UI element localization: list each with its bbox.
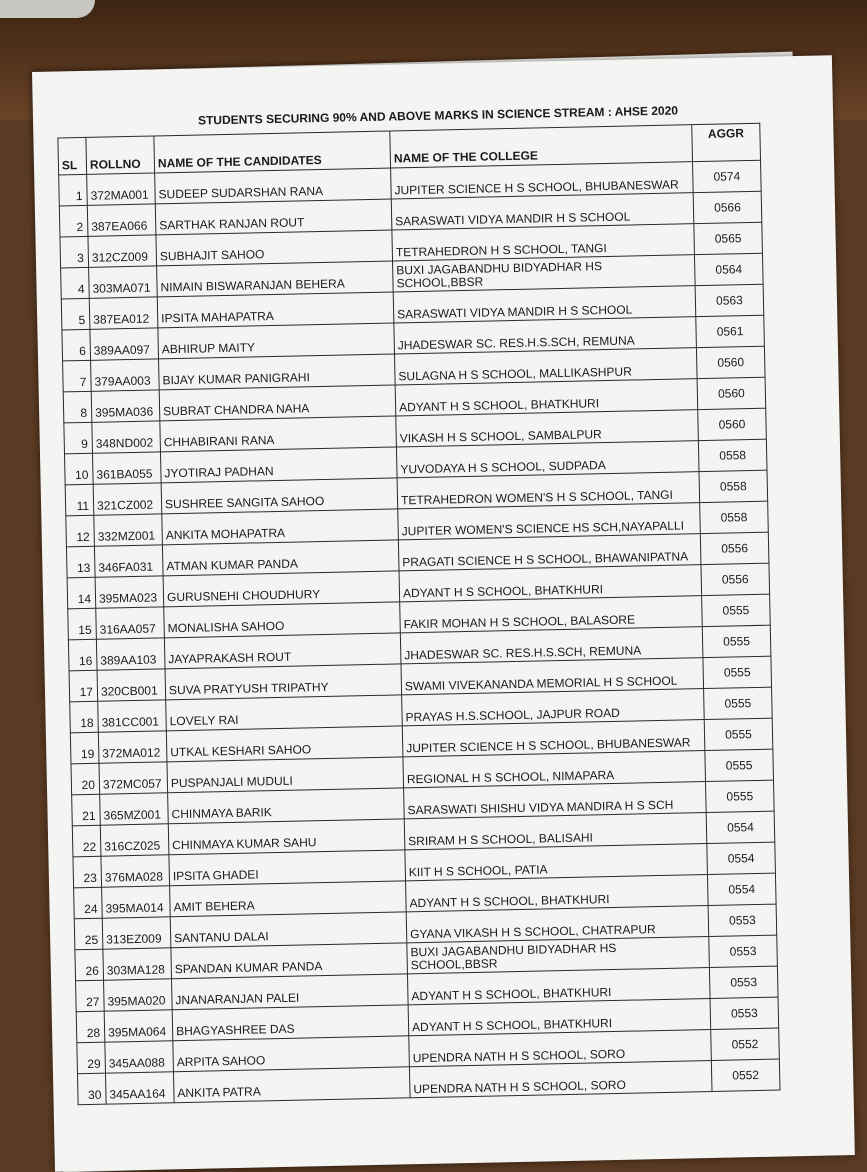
row-candidate-name: SANTANU DALAI bbox=[170, 912, 407, 948]
row-sl: 25 bbox=[74, 918, 103, 950]
row-college-name: GYANA VIKASH H S SCHOOL, CHATRAPUR bbox=[406, 906, 709, 943]
row-rollno: 395MA023 bbox=[95, 576, 164, 608]
row-aggregate: 0555 bbox=[704, 687, 773, 719]
row-aggregate: 0560 bbox=[696, 346, 765, 378]
row-aggregate: 0552 bbox=[711, 1028, 780, 1060]
row-college-name: TETRAHEDRON H S SCHOOL, TANGI bbox=[392, 224, 695, 261]
row-college-name: ADYANT H S SCHOOL, BHATKHURI bbox=[395, 379, 698, 416]
row-rollno: 345AA164 bbox=[105, 1072, 174, 1104]
row-sl: 22 bbox=[72, 825, 101, 857]
row-rollno: 381CC001 bbox=[98, 700, 167, 732]
row-sl: 26 bbox=[75, 949, 104, 981]
row-candidate-name: SUVA PRATYUSH TRIPATHY bbox=[165, 664, 402, 700]
row-candidate-name: SUBRAT CHANDRA NAHA bbox=[159, 385, 396, 421]
row-sl: 7 bbox=[63, 360, 92, 392]
row-rollno: 389AA097 bbox=[90, 328, 159, 360]
table-body bbox=[59, 160, 780, 1104]
row-college-name: SARASWATI VIDYA MANDIR H S SCHOOL bbox=[393, 286, 696, 323]
row-aggregate: 0558 bbox=[699, 470, 768, 502]
row-candidate-name: IPSITA GHADEI bbox=[169, 850, 406, 886]
row-college-name: JHADESWAR SC. RES.H.S.SCH, REMUNA bbox=[394, 317, 697, 354]
row-candidate-name: CHINMAYA KUMAR SAHU bbox=[168, 819, 405, 855]
row-sl: 21 bbox=[72, 794, 101, 826]
row-sl: 19 bbox=[70, 732, 99, 764]
row-college-name: JUPITER SCIENCE H S SCHOOL, BHUBANESWAR bbox=[402, 720, 705, 757]
row-rollno: 320CB001 bbox=[97, 669, 166, 701]
row-candidate-name: JYOTIRAJ PADHAN bbox=[160, 447, 397, 483]
row-candidate-name: GURUSNEHI CHOUDHURY bbox=[163, 571, 400, 607]
row-aggregate: 0563 bbox=[695, 284, 764, 316]
row-rollno: 348ND002 bbox=[92, 421, 161, 453]
row-candidate-name: SUBHAJIT SAHOO bbox=[156, 230, 393, 266]
row-college-name: VIKASH H S SCHOOL, SAMBALPUR bbox=[396, 410, 699, 447]
row-sl: 2 bbox=[59, 205, 88, 237]
document-page bbox=[32, 55, 855, 1172]
row-rollno: 376MA028 bbox=[101, 855, 170, 887]
row-candidate-name: ABHIRUP MAITY bbox=[158, 323, 395, 359]
row-aggregate: 0553 bbox=[709, 966, 778, 998]
row-college-name: ADYANT H S SCHOOL, BHATKHURI bbox=[408, 999, 711, 1036]
row-aggregate: 0553 bbox=[710, 997, 779, 1029]
row-aggregate: 0555 bbox=[704, 718, 773, 750]
row-rollno: 387EA012 bbox=[89, 297, 158, 329]
row-college-name: SARASWATI SHISHU VIDYA MANDIRA H S SCH bbox=[404, 782, 707, 819]
row-rollno: 321CZ002 bbox=[93, 483, 162, 515]
row-sl: 20 bbox=[71, 763, 100, 795]
row-rollno: 303MA128 bbox=[103, 948, 172, 980]
background-object bbox=[0, 0, 95, 18]
row-sl: 13 bbox=[66, 546, 95, 578]
row-aggregate: 0555 bbox=[705, 749, 774, 781]
header-college-name: NAME OF THE COLLEGE bbox=[390, 125, 693, 168]
row-rollno: 313EZ009 bbox=[102, 917, 171, 949]
row-sl: 17 bbox=[69, 670, 98, 702]
row-college-name: SARASWATI VIDYA MANDIR H S SCHOOL bbox=[391, 193, 694, 230]
row-candidate-name: UTKAL KESHARI SAHOO bbox=[166, 726, 403, 762]
row-sl: 15 bbox=[68, 608, 97, 640]
row-college-name: PRAYAS H.S.SCHOOL, JAJPUR ROAD bbox=[402, 689, 705, 726]
row-sl: 29 bbox=[77, 1042, 106, 1074]
row-rollno: 346FA031 bbox=[94, 545, 163, 577]
row-rollno: 387EA066 bbox=[87, 204, 156, 236]
row-candidate-name: CHHABIRANI RANA bbox=[160, 416, 397, 452]
row-sl: 11 bbox=[65, 484, 94, 516]
row-aggregate: 0552 bbox=[711, 1059, 780, 1091]
row-candidate-name: JNANARANJAN PALEI bbox=[172, 974, 409, 1010]
row-sl: 30 bbox=[77, 1073, 106, 1105]
header-aggregate: AGGR bbox=[692, 123, 761, 161]
document-title: STUDENTS SECURING 90% AND ABOVE MARKS IN SCIENCE STREAM : AHSE 2020 bbox=[197, 103, 679, 128]
row-candidate-name: SUDEEP SUDARSHAN RANA bbox=[155, 168, 392, 204]
row-sl: 6 bbox=[62, 329, 91, 361]
row-aggregate: 0554 bbox=[707, 842, 776, 874]
row-candidate-name: PUSPANJALI MUDULI bbox=[167, 757, 404, 793]
row-candidate-name: MONALISHA SAHOO bbox=[164, 602, 401, 638]
row-rollno: 303MA071 bbox=[89, 266, 158, 298]
row-candidate-name: BIJAY KUMAR PANIGRAHI bbox=[159, 354, 396, 390]
row-rollno: 395MA064 bbox=[104, 1010, 173, 1042]
row-college-name: BUXI JAGABANDHU BIDYADHAR HS SCHOOL,BBSR bbox=[393, 255, 696, 292]
row-aggregate: 0574 bbox=[693, 160, 762, 192]
results-sheet bbox=[57, 95, 780, 1105]
row-college-name: UPENDRA NATH H S SCHOOL, SORO bbox=[409, 1029, 712, 1066]
row-college-name: PRAGATI SCIENCE H S SCHOOL, BHAWANIPATNA bbox=[398, 534, 701, 571]
row-candidate-name: IPSITA MAHAPATRA bbox=[157, 292, 394, 328]
row-rollno: 389AA103 bbox=[96, 638, 165, 670]
row-rollno: 312CZ009 bbox=[88, 235, 157, 267]
row-candidate-name: AMIT BEHERA bbox=[170, 881, 407, 917]
row-aggregate: 0554 bbox=[707, 873, 776, 905]
row-candidate-name: ARPITA SAHOO bbox=[173, 1036, 410, 1072]
row-rollno: 361BA055 bbox=[92, 452, 161, 484]
row-aggregate: 0565 bbox=[694, 222, 763, 254]
row-rollno: 372MA001 bbox=[87, 173, 156, 205]
row-college-name: FAKIR MOHAN H S SCHOOL, BALASORE bbox=[400, 596, 703, 633]
row-college-name: ADYANT H S SCHOOL, BHATKHURI bbox=[399, 565, 702, 602]
row-candidate-name: SUSHREE SANGITA SAHOO bbox=[161, 478, 398, 514]
row-college-name: SWAMI VIVEKANANDA MEMORIAL H S SCHOOL bbox=[401, 658, 704, 695]
row-sl: 18 bbox=[70, 701, 99, 733]
row-college-name: JUPITER WOMEN'S SCIENCE HS SCH,NAYAPALLI bbox=[398, 503, 701, 540]
row-rollno: 395MA036 bbox=[91, 390, 160, 422]
header-candidate-name: NAME OF THE CANDIDATES bbox=[154, 131, 391, 173]
row-rollno: 365MZ001 bbox=[100, 793, 169, 825]
row-aggregate: 0561 bbox=[696, 315, 765, 347]
row-aggregate: 0558 bbox=[700, 501, 769, 533]
row-aggregate: 0560 bbox=[698, 408, 767, 440]
header-sl: SL bbox=[58, 137, 87, 175]
row-candidate-name: SPANDAN KUMAR PANDA bbox=[171, 943, 408, 979]
row-candidate-name: LOVELY RAI bbox=[166, 695, 403, 731]
row-college-name: ADYANT H S SCHOOL, BHATKHURI bbox=[406, 875, 709, 912]
row-aggregate: 0558 bbox=[698, 439, 767, 471]
row-candidate-name: ANKITA MOHAPATRA bbox=[162, 509, 399, 545]
row-sl: 10 bbox=[65, 453, 94, 485]
row-rollno: 372MC057 bbox=[99, 762, 168, 794]
row-college-name: JUPITER SCIENCE H S SCHOOL, BHUBANESWAR bbox=[391, 162, 694, 199]
row-sl: 5 bbox=[61, 298, 90, 330]
row-sl: 4 bbox=[61, 267, 90, 299]
row-candidate-name: BHAGYASHREE DAS bbox=[172, 1005, 409, 1041]
row-college-name: REGIONAL H S SCHOOL, NIMAPARA bbox=[403, 751, 706, 788]
row-college-name: UPENDRA NATH H S SCHOOL, SORO bbox=[409, 1060, 712, 1097]
row-aggregate: 0556 bbox=[701, 563, 770, 595]
row-candidate-name: ANKITA PATRA bbox=[173, 1067, 410, 1103]
row-college-name: JHADESWAR SC. RES.H.S.SCH, REMUNA bbox=[400, 627, 703, 664]
row-college-name: SRIRAM H S SCHOOL, BALISAHI bbox=[404, 813, 707, 850]
header-rollno: ROLLNO bbox=[86, 136, 155, 174]
row-candidate-name: JAYAPRAKASH ROUT bbox=[164, 633, 401, 669]
row-sl: 1 bbox=[59, 174, 88, 206]
row-candidate-name: ATMAN KUMAR PANDA bbox=[162, 540, 399, 576]
row-rollno: 345AA088 bbox=[105, 1041, 174, 1073]
row-sl: 24 bbox=[74, 887, 103, 919]
row-candidate-name: NIMAIN BISWARANJAN BEHERA bbox=[157, 261, 394, 297]
row-sl: 14 bbox=[67, 577, 96, 609]
row-aggregate: 0556 bbox=[700, 532, 769, 564]
row-sl: 12 bbox=[66, 515, 95, 547]
results-table bbox=[57, 123, 780, 1106]
row-aggregate: 0555 bbox=[706, 780, 775, 812]
row-aggregate: 0553 bbox=[708, 904, 777, 936]
row-rollno: 372MA012 bbox=[98, 731, 167, 763]
row-candidate-name: SARTHAK RANJAN ROUT bbox=[155, 199, 392, 235]
row-rollno: 316AA057 bbox=[96, 607, 165, 639]
row-college-name: KIIT H S SCHOOL, PATIA bbox=[405, 844, 708, 881]
row-college-name: ADYANT H S SCHOOL, BHATKHURI bbox=[407, 968, 710, 1005]
row-sl: 3 bbox=[60, 236, 89, 268]
row-rollno: 379AA003 bbox=[91, 359, 160, 391]
row-sl: 8 bbox=[63, 391, 92, 423]
row-aggregate: 0560 bbox=[697, 377, 766, 409]
row-aggregate: 0555 bbox=[702, 625, 771, 657]
row-sl: 16 bbox=[68, 639, 97, 671]
row-college-name: SULAGNA H S SCHOOL, MALLIKASHPUR bbox=[394, 348, 697, 385]
row-rollno: 395MA020 bbox=[104, 979, 173, 1011]
row-sl: 9 bbox=[64, 422, 93, 454]
row-college-name: YUVODAYA H S SCHOOL, SUDPADA bbox=[396, 441, 699, 478]
row-aggregate: 0554 bbox=[706, 811, 775, 843]
row-rollno: 332MZ001 bbox=[94, 514, 163, 546]
row-aggregate: 0555 bbox=[702, 594, 771, 626]
row-candidate-name: CHINMAYA BARIK bbox=[168, 788, 405, 824]
row-sl: 27 bbox=[76, 980, 105, 1012]
row-college-name: TETRAHEDRON WOMEN'S H S SCHOOL, TANGI bbox=[397, 472, 700, 509]
row-rollno: 395MA014 bbox=[102, 886, 171, 918]
row-aggregate: 0566 bbox=[693, 191, 762, 223]
row-rollno: 316CZ025 bbox=[100, 824, 169, 856]
row-sl: 23 bbox=[73, 856, 102, 888]
row-aggregate: 0553 bbox=[709, 935, 778, 967]
row-aggregate: 0564 bbox=[694, 253, 763, 285]
row-aggregate: 0555 bbox=[703, 656, 772, 688]
row-sl: 28 bbox=[76, 1011, 105, 1043]
row-college-name: BUXI JAGABANDHU BIDYADHAR HS SCHOOL,BBSR bbox=[407, 937, 710, 974]
